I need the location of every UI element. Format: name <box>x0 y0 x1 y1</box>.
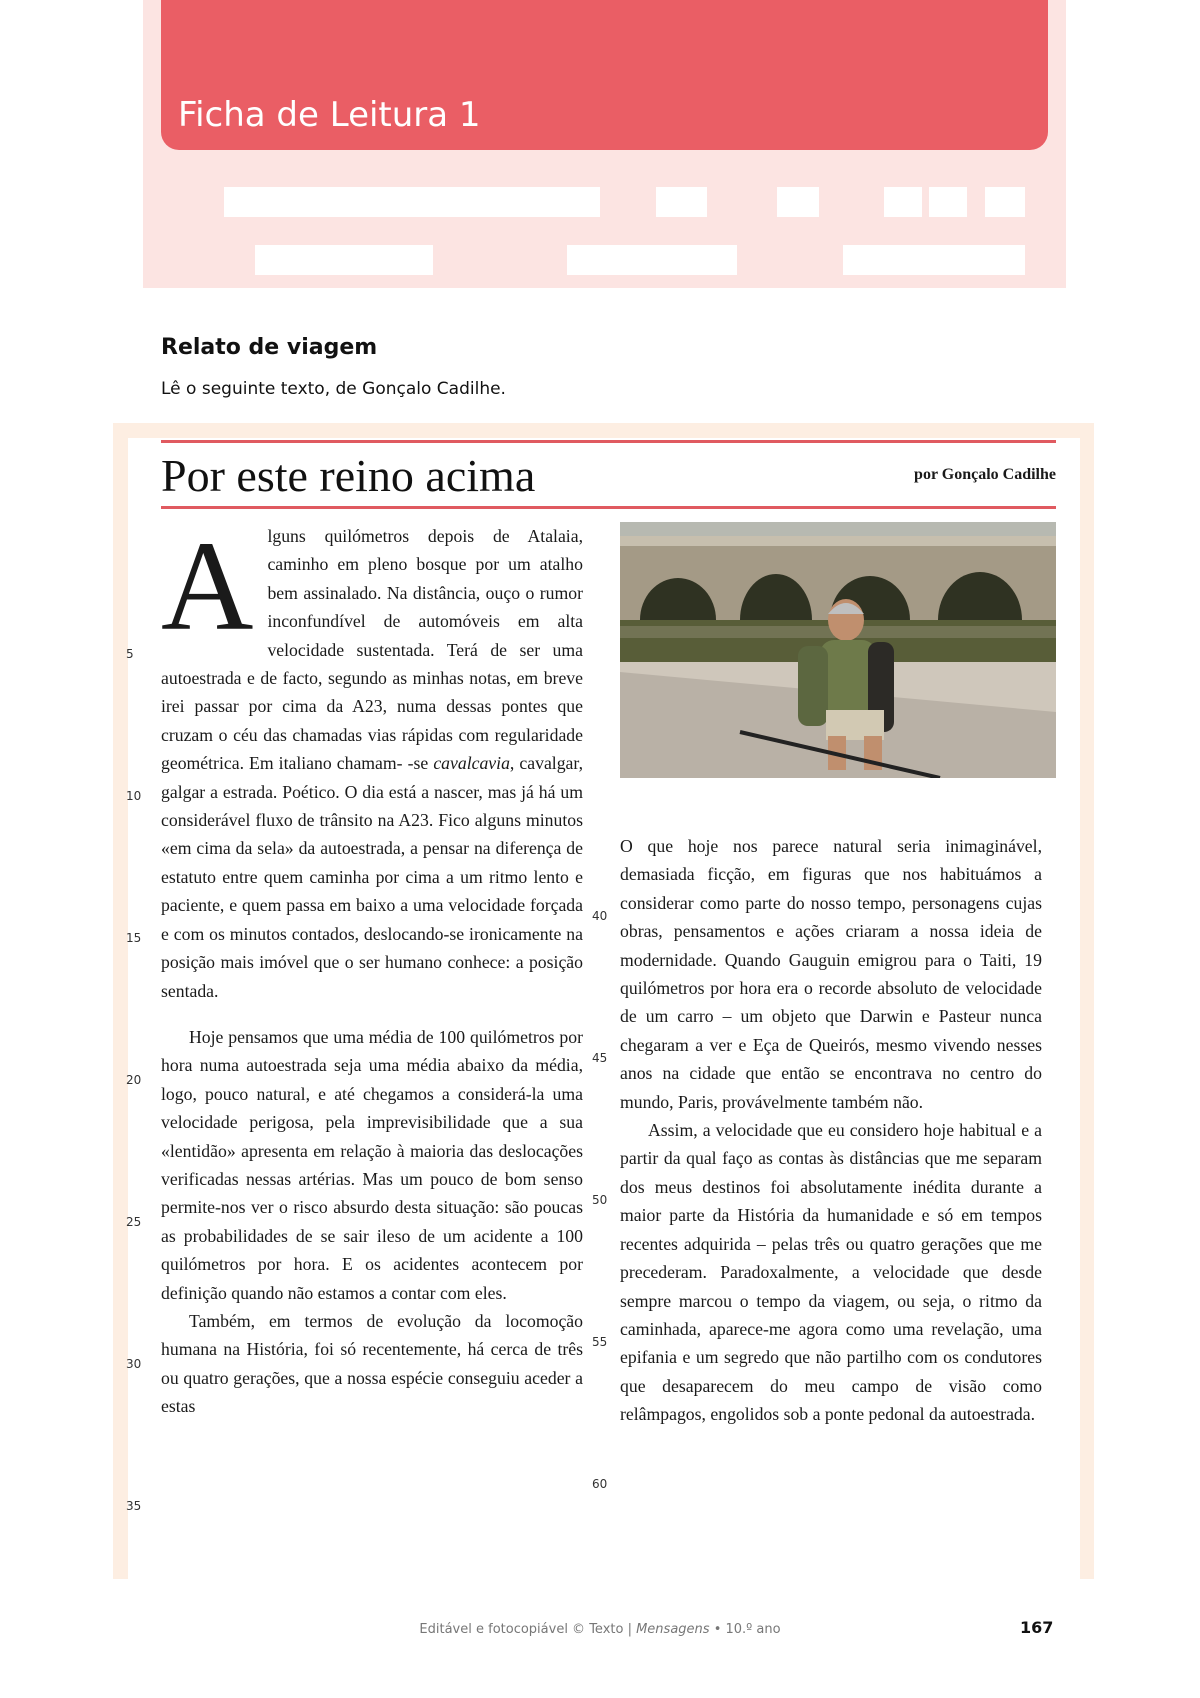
line-number: 45 <box>592 1051 608 1065</box>
field-guardian[interactable] <box>843 245 1025 275</box>
paragraph-1-cont-pre: -se <box>407 753 434 774</box>
drop-cap: A <box>161 515 254 657</box>
left-column <box>161 515 584 1421</box>
line-number: 50 <box>592 1193 608 1207</box>
section-intro: Lê o seguinte texto, de Gonçalo Cadilhe. <box>161 379 506 399</box>
line-number: 25 <box>126 1215 142 1229</box>
paragraph-1-italic-term: cavalcavia <box>433 753 510 774</box>
line-number: 20 <box>126 1073 142 1087</box>
field-name[interactable] <box>224 187 600 217</box>
line-number: 10 <box>126 789 142 803</box>
paragraph-1 <box>161 515 584 1005</box>
field-number[interactable] <box>656 187 707 217</box>
article-photo <box>620 522 1056 778</box>
field-evaluation[interactable] <box>255 245 433 275</box>
field-teacher[interactable] <box>567 245 737 275</box>
line-number: 40 <box>592 909 608 923</box>
section-title: Relato de viagem <box>161 335 378 360</box>
article-byline: por Gonçalo Cadilhe <box>914 466 1056 483</box>
paragraph-1-cont: , cavalgar, galgar a estrada. Poético. O dia está a nascer, mas já há um considerável fluxo de trânsito na A23. Fico alguns minutos «em cima da sela» da autoestrada, a pensar na diferença de estatuto entre quem caminha por cima a um ritmo lento e paciente, e quem passa em baixo a uma velocidade forçada e com os minutos contados, deslocando-se ironicamente na posição mais imóvel que o ser humano conhece: a posição sentada. <box>161 753 584 1001</box>
footer-book-title: Mensagens <box>636 1622 710 1637</box>
page-number: 167 <box>1020 1618 1054 1637</box>
line-number: 15 <box>126 931 142 945</box>
line-number: 35 <box>126 1499 142 1513</box>
article-title: Por este reino acima <box>161 450 536 501</box>
line-number: 60 <box>592 1477 608 1491</box>
field-date-month[interactable] <box>929 187 967 217</box>
right-column <box>620 832 1042 1429</box>
worksheet-title: Ficha de Leitura 1 <box>178 95 481 135</box>
title-rule-bottom <box>161 506 1056 509</box>
paragraph-1-text: lguns quilómetros depois de Atalaia, caminho em pleno bosque por um atalho bem assinalado. Na distância, ouço o rumor inconfundível de automóveis em alta velocidade sustentada. Terá de ser uma autoestrada e de facto, segundo as minhas notas, em breve irei passar por cima da A23, numa dessas pontes que cruzam o céu das chamadas vias rápidas com regularidade geométrica. Em italiano chamam- <box>161 526 583 774</box>
paragraph-2: Hoje pensamos que uma média de 100 quilómetros por hora numa autoestrada seja uma média abaixo da média, logo, pouco natural, e até chegamos a considerá-la uma velocidade perigosa, pela imprevisibilidade que a sua «lentidão» apresenta em relação à maioria das deslocações verificadas nessas artérias. Mas um pouco de bom senso permite-nos ver o risco absurdo desta situação: são poucas as probabilidades de se sair ileso de um acidente a 100 quilómetros por hora. E os acidentes acontecem por definição quando não estamos a contar com eles. <box>161 1026 583 1303</box>
photo-hiker-bridge <box>620 522 1056 778</box>
paragraph-4: O que hoje nos parece natural seria inimaginável, demasiada ficção, em figuras que nos habituámos a considerar como parte do nosso tempo, personagens cujas obras, pensamentos e ações criaram a nossa ideia de modernidade. Quando Gauguin emigrou para o Taiti, 19 quilómetros por hora era o recorde absoluto de velocidade de um carro – um objeto que Darwin e Pasteur nunca chegaram a ver e Eça de Queirós, mesmo vivendo nesses anos na cidade que então se encontrava no centro do mundo, Paris, provávelmente também não. <box>620 836 1042 1112</box>
line-number: 30 <box>126 1357 142 1371</box>
field-date-day[interactable] <box>884 187 922 217</box>
line-number: 55 <box>592 1335 608 1349</box>
line-number: 5 <box>126 647 134 661</box>
footer-text-pre: Editável e fotocopiável © Texto | <box>419 1622 637 1637</box>
paragraph-5: Assim, a velocidade que eu considero hoje habitual e a partir da qual faço as contas às distâncias que me separam dos meus destinos foi absolutamente inédita durante a maior parte da História da humanidade e só em tempos recentes adquirida – pelas três ou quatro gerações que me precederam. Paradoxalmente, a velocidade que desde sempre marcou o tempo da viagem, ou seja, o ritmo da caminhada, aparece-me agora como uma revelação, uma epifania e um segredo que não partilho com os condutores que desaparecem do meu campo de visão como relâmpagos, engolidos sob a ponte pedonal da autoestrada. <box>620 1120 1042 1425</box>
paragraph-3: Também, em termos de evolução da locomoção humana na História, foi só recentemente, há cerca de três ou quatro gerações, que a nossa espécie conseguiu aceder a estas <box>161 1310 583 1417</box>
field-date-year[interactable] <box>985 187 1025 217</box>
footer-text-post: • 10.º ano <box>709 1622 781 1637</box>
field-class[interactable] <box>777 187 819 217</box>
title-rule-top <box>161 440 1056 443</box>
